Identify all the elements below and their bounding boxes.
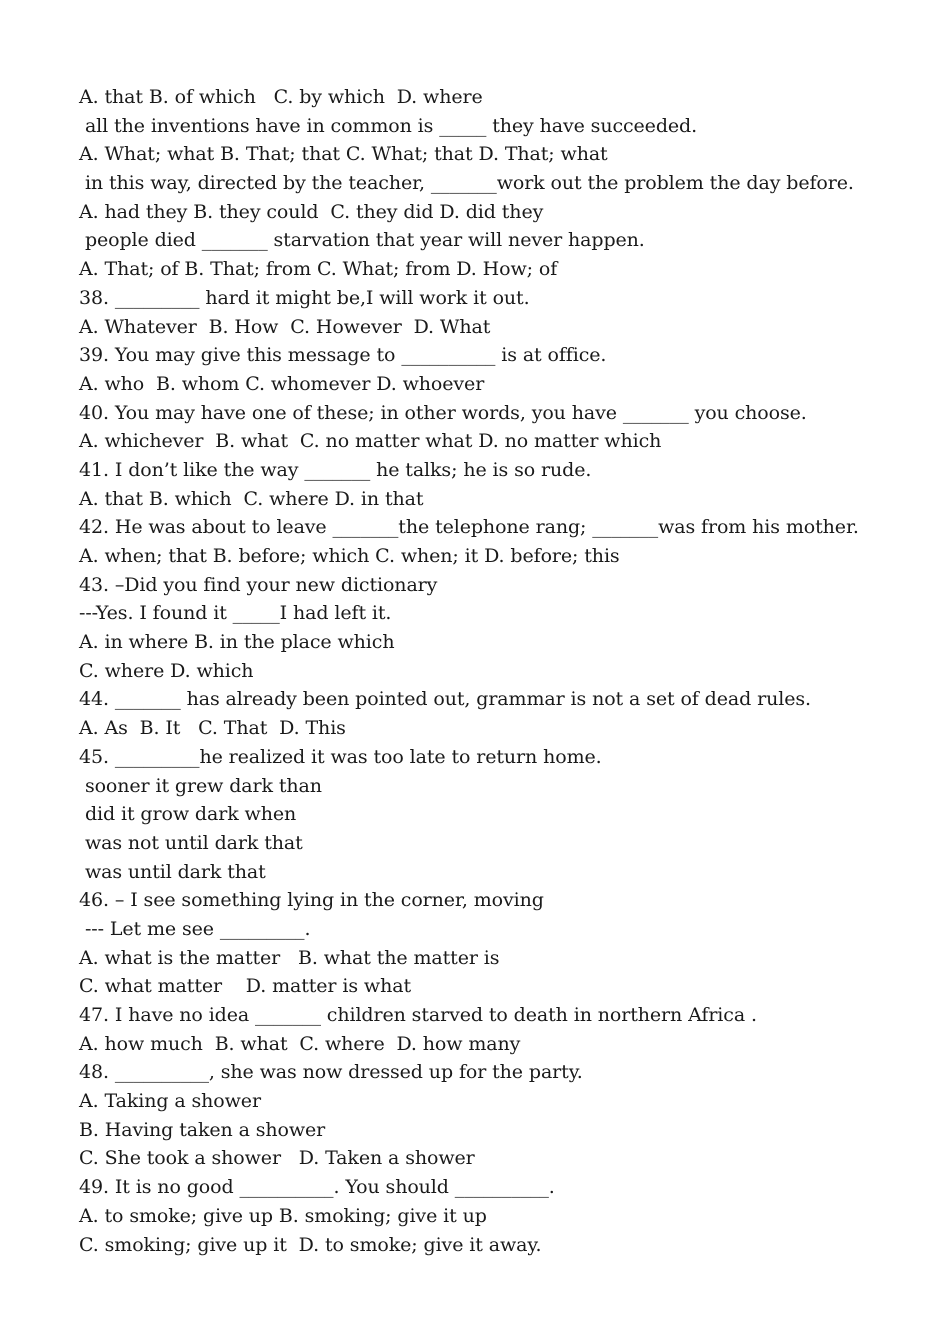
question-40: 40. You may have one of these; in other words, you have _______ you choose. [79,401,807,424]
options-46: A. what is the matter B. what the matter is [79,946,500,969]
options-39: A. who B. whom C. whomever D. whoever [79,372,485,395]
text-line: in this way, directed by the teacher, _______work out the problem the day before. [79,172,854,195]
options-47: A. how much B. what C. where D. how many [79,1032,521,1055]
options-43: A. in where B. in the place which [79,631,395,654]
options-44: A. As B. It C. That D. This [79,717,346,740]
document-body [79,83,869,1259]
text-line: all the inventions have in common is _____ they have succeeded. [79,114,698,137]
question-43-response: ---Yes. I found it _____I had left it. [79,602,392,625]
question-48: 48. __________, she was now dressed up for the party. [79,1061,583,1084]
question-47: 47. I have no idea _______ children starved to death in northern Africa . [79,1004,757,1026]
options-45: was not until dark that [79,831,303,854]
text-line: A. What; what B. That; that C. What; that D. That; what [79,143,608,166]
options-46: C. what matter D. matter is what [79,975,411,998]
options-40: A. whichever B. what C. no matter what D. no matter which [79,430,662,453]
options-49: A. to smoke; give up B. smoking; give it up [79,1204,487,1227]
question-46: 46. – I see something lying in the corner, moving [79,889,544,912]
options-45: did it grow dark when [79,803,297,826]
options-43: C. where D. which [79,659,254,682]
options-48: C. She took a shower D. Taken a shower [79,1147,475,1170]
question-41: 41. I don’t like the way _______ he talks; he is so rude. [79,458,592,481]
question-49: 49. It is no good __________. You should __________. [79,1176,555,1199]
options-38: A. Whatever B. How C. However D. What [79,315,491,338]
question-38: 38. _________ hard it might be,I will work it out. [79,286,530,309]
question-43: 43. –Did you find your new dictionary [79,573,438,596]
options-42: A. when; that B. before; which C. when; it D. before; this [79,545,620,567]
text-line: people died _______ starvation that year will never happen. [79,229,645,252]
options-48: A. Taking a shower [79,1090,261,1113]
options-48: B. Having taken a shower [79,1118,326,1141]
question-39: 39. You may give this message to __________ is at office. [79,344,607,367]
question-42: 42. He was about to leave _______the telephone rang; _______was from his mother. [79,516,859,539]
options-45: sooner it grew dark than [79,774,322,797]
text-line: A. That; of B. That; from C. What; from D. How; of [79,258,558,281]
options-45: was until dark that [79,860,266,883]
question-45: 45. _________he realized it was too late to return home. [79,745,602,768]
question-44: 44. _______ has already been pointed out, grammar is not a set of dead rules. [79,688,811,711]
question-46-response: --- Let me see _________. [79,917,311,940]
options-41: A. that B. which C. where D. in that [79,487,424,510]
text-line: A. that B. of which C. by which D. where [79,86,483,108]
text-line: A. had they B. they could C. they did D. did they [79,200,544,223]
options-49: C. smoking; give up it D. to smoke; give it away. [79,1233,542,1256]
